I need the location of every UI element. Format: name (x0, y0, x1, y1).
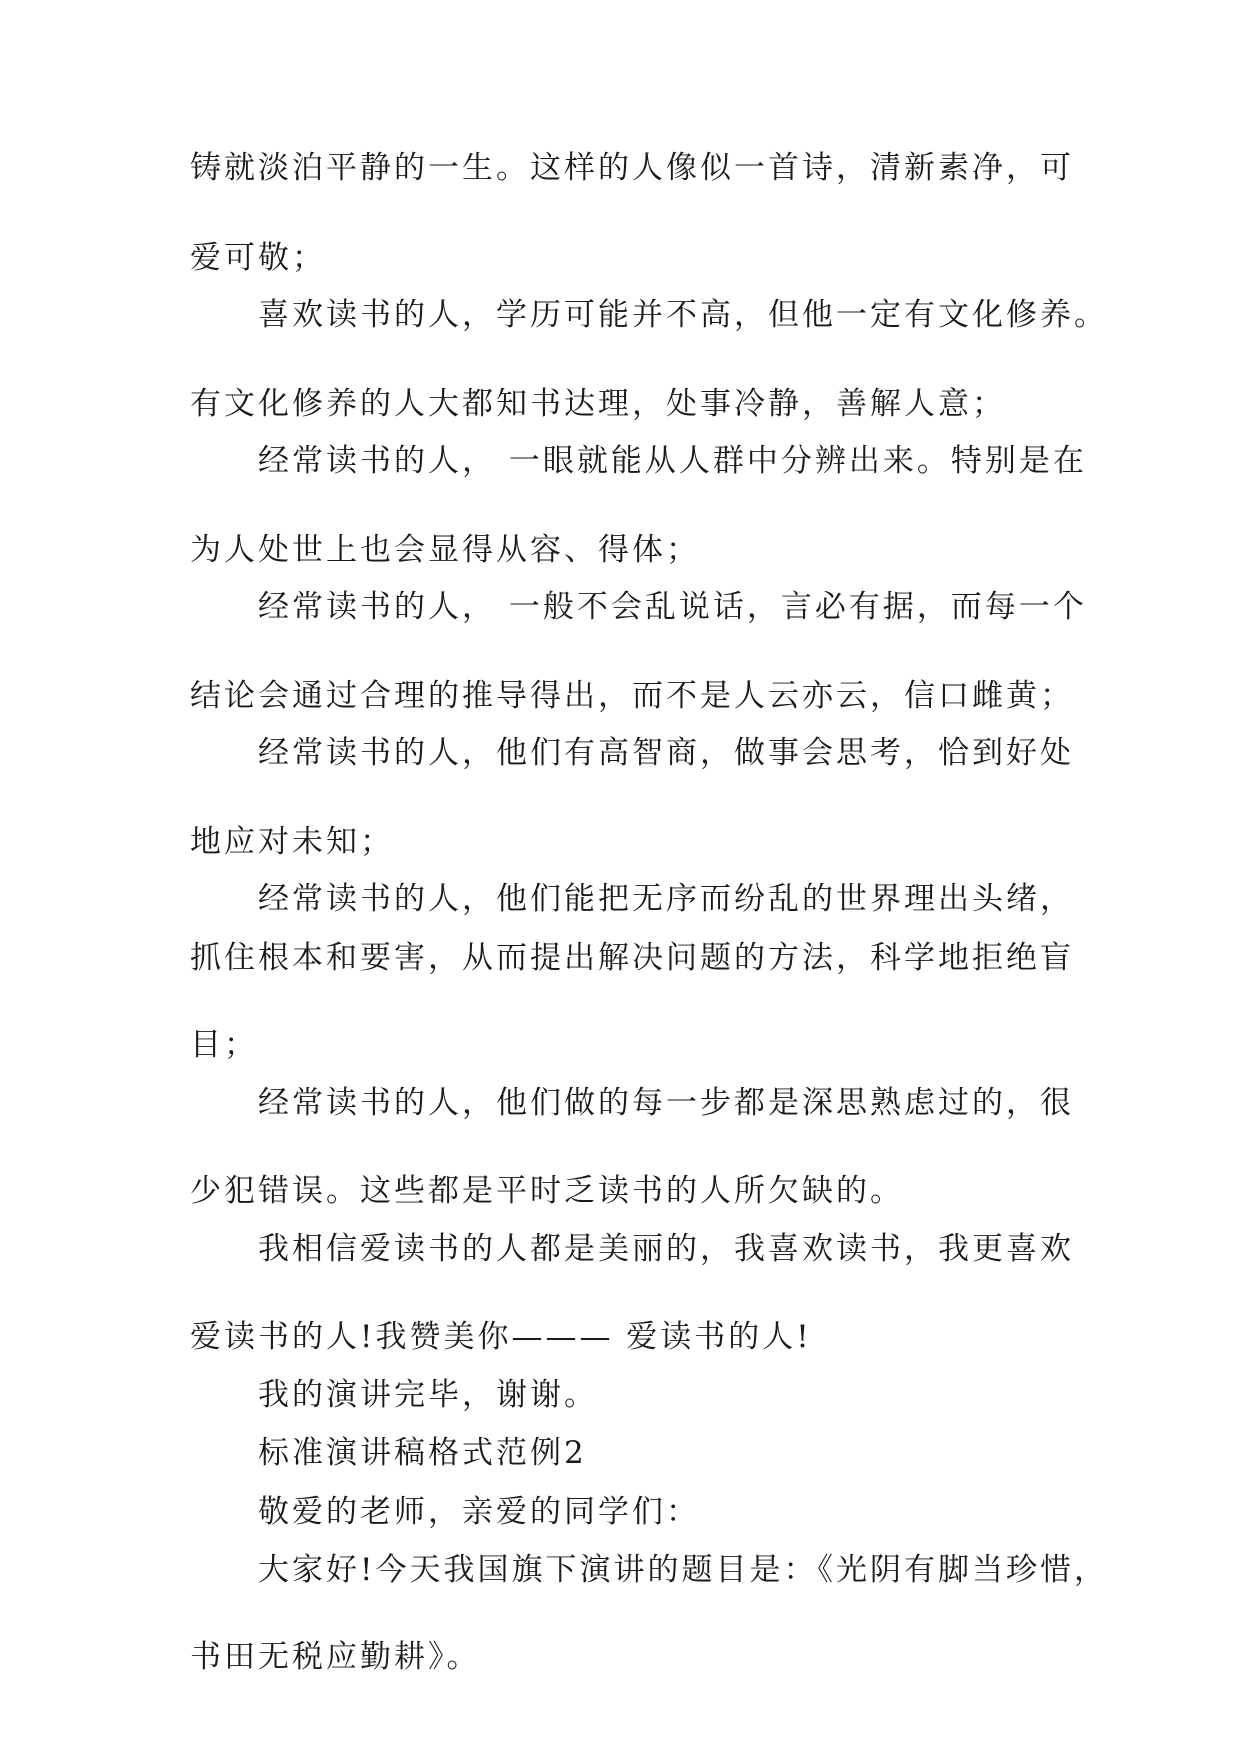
text-line: 爱可敬； (190, 240, 326, 276)
text-line: 经常读书的人， 一般不会乱说话，言必有据，而每一个 (258, 589, 1087, 625)
text-line: 经常读书的人，他们做的每一步都是深思熟虑过的，很 (258, 1085, 1074, 1121)
text-line: 我相信爱读书的人都是美丽的，我喜欢读书，我更喜欢 (258, 1231, 1074, 1267)
text-line: 经常读书的人，他们有高智商，做事会思考，恰到好处 (258, 735, 1074, 771)
text-line: 有文化修养的人大都知书达理，处事冷静，善解人意； (190, 386, 1006, 422)
text-line: 标准演讲稿格式范例2 (258, 1435, 587, 1471)
text-line: 我的演讲完毕，谢谢。 (258, 1377, 598, 1413)
text-line: 少犯错误。这些都是平时乏读书的人所欠缺的。 (190, 1173, 904, 1209)
text-line: 铸就淡泊平静的一生。这样的人像似一首诗，清新素净，可 (190, 150, 1074, 186)
text-line: 敬爱的老师，亲爱的同学们： (258, 1494, 700, 1530)
text-line: 爱读书的人!我赞美你——— 爱读书的人! (190, 1319, 812, 1355)
text-line: 结论会通过合理的推导得出，而不是人云亦云，信口雌黄； (190, 678, 1074, 714)
text-line: 经常读书的人， 一眼就能从人群中分辨出来。特别是在 (258, 443, 1087, 479)
text-line: 目； (190, 1027, 258, 1063)
text-line: 为人处世上也会显得从容、得体； (190, 532, 700, 568)
text-line: 喜欢读书的人，学历可能并不高，但他一定有文化修养。 (258, 297, 1108, 333)
text-line: 抓住根本和要害，从而提出解决问题的方法，科学地拒绝盲 (190, 940, 1074, 976)
text-line: 书田无税应勤耕》。 (190, 1639, 481, 1675)
text-line: 大家好!今天我国旗下演讲的题目是：《光阴有脚当珍惜， (258, 1552, 1108, 1588)
text-line: 地应对未知； (190, 824, 394, 860)
text-line: 经常读书的人，他们能把无序而纷乱的世界理出头绪， (258, 881, 1074, 917)
